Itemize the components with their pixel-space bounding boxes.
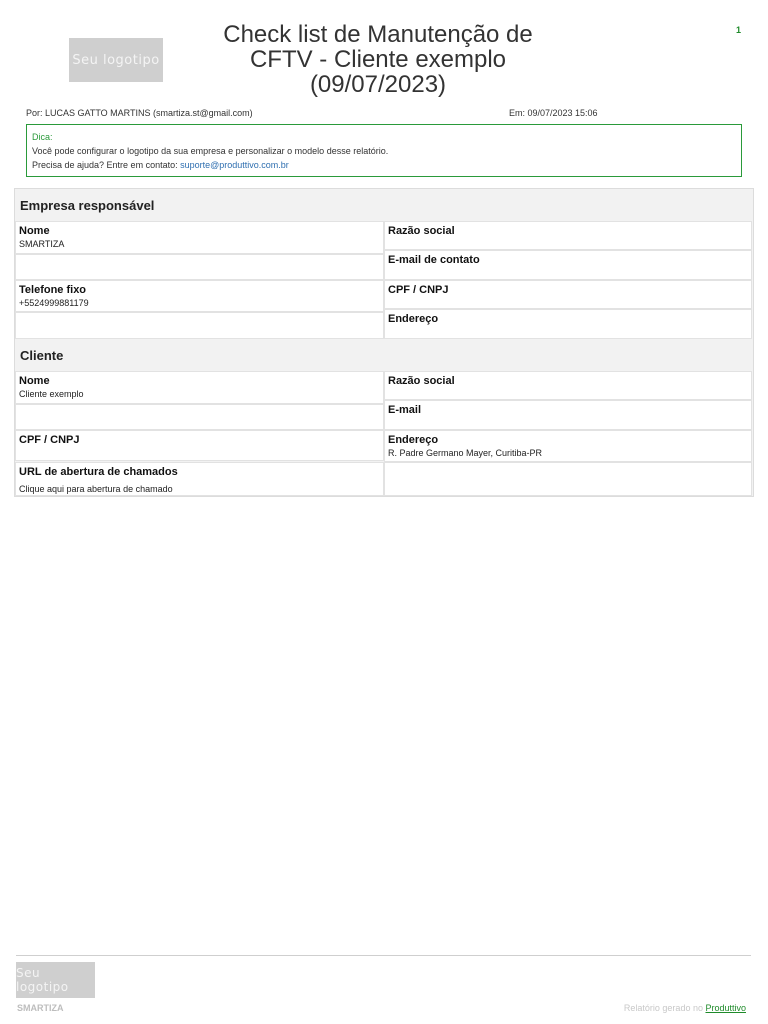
footer-generated-text: Relatório gerado no [623,1003,706,1013]
company-section-title: Empresa responsável [20,198,155,213]
client-empty-cell [15,404,384,430]
client-address-label: Endereço [388,434,439,446]
company-razao-cell [384,221,752,250]
title-line-2: CFTV - Cliente exemplo [249,46,507,73]
company-address-cell [384,309,752,339]
company-name-value: SMARTIZA [19,239,65,249]
report-date: Em: 09/07/2023 15:06 [509,108,598,118]
logo-text: Seu logotipo [72,52,160,68]
footer-generated-by [624,1003,746,1013]
company-name-label: Nome [19,225,50,237]
tip-box [26,124,742,177]
client-address-value: R. Padre Germano Mayer, Curitiba-PR [388,448,543,458]
footer-divider [16,955,751,956]
client-name-label: Nome [19,375,50,387]
company-logo-placeholder [69,38,163,82]
client-razao-cell [384,371,752,400]
title-line-3: (09/07/2023) [309,71,447,98]
footer-logo-text: Seu logotipo [16,966,69,994]
company-email-cell [384,250,752,280]
client-email-label: E-mail [388,404,422,416]
client-url-label: URL de abertura de chamados [19,466,178,478]
company-phone-value: +5524999881179 [19,298,89,308]
tip-line-1: Você pode configurar o logotipo da sua empresa e personalizar o modelo desse relatório. [32,146,389,156]
company-razao-label: Razão social [388,225,455,237]
report-body [14,188,754,497]
company-name-cell [15,221,384,254]
client-cpf-label: CPF / CNPJ [19,434,80,446]
company-cpf-cell [384,280,752,309]
client-name-cell [15,371,384,404]
client-section-title: Cliente [20,348,64,363]
tip-help-text: Precisa de ajuda? Entre em contato: [32,160,181,170]
company-email-label: E-mail de contato [388,254,480,266]
produttivo-link[interactable]: Produttivo [705,1003,746,1013]
open-ticket-link[interactable]: Clique aqui para abertura de chamado [19,484,173,494]
client-cpf-cell [15,430,384,461]
client-address-cell [384,430,752,462]
company-empty-cell [15,254,384,280]
tip-line-2 [32,158,736,172]
company-empty-cell-2 [15,312,384,339]
client-empty-cell-2 [384,462,752,496]
footer-company-name: SMARTIZA [17,1003,64,1013]
client-url-cell [15,462,384,496]
footer-logo-placeholder [16,962,95,998]
company-address-label: Endereço [388,313,439,325]
company-cpf-label: CPF / CNPJ [388,284,449,296]
support-email-link[interactable]: suporte@produttivo.com.br [180,160,289,170]
client-email-cell [384,400,752,430]
company-phone-label: Telefone fixo [19,284,87,296]
report-author: Por: LUCAS GATTO MARTINS (smartiza.st@gmail.com) [26,108,253,118]
client-razao-label: Razão social [388,375,455,387]
client-name-value: Cliente exemplo [19,389,84,399]
tip-label: Dica: [32,132,53,142]
report-title [198,22,558,97]
page-number: 1 [736,25,742,35]
company-phone-cell [15,280,384,312]
title-line-1: Check list de Manutenção de [223,21,533,48]
